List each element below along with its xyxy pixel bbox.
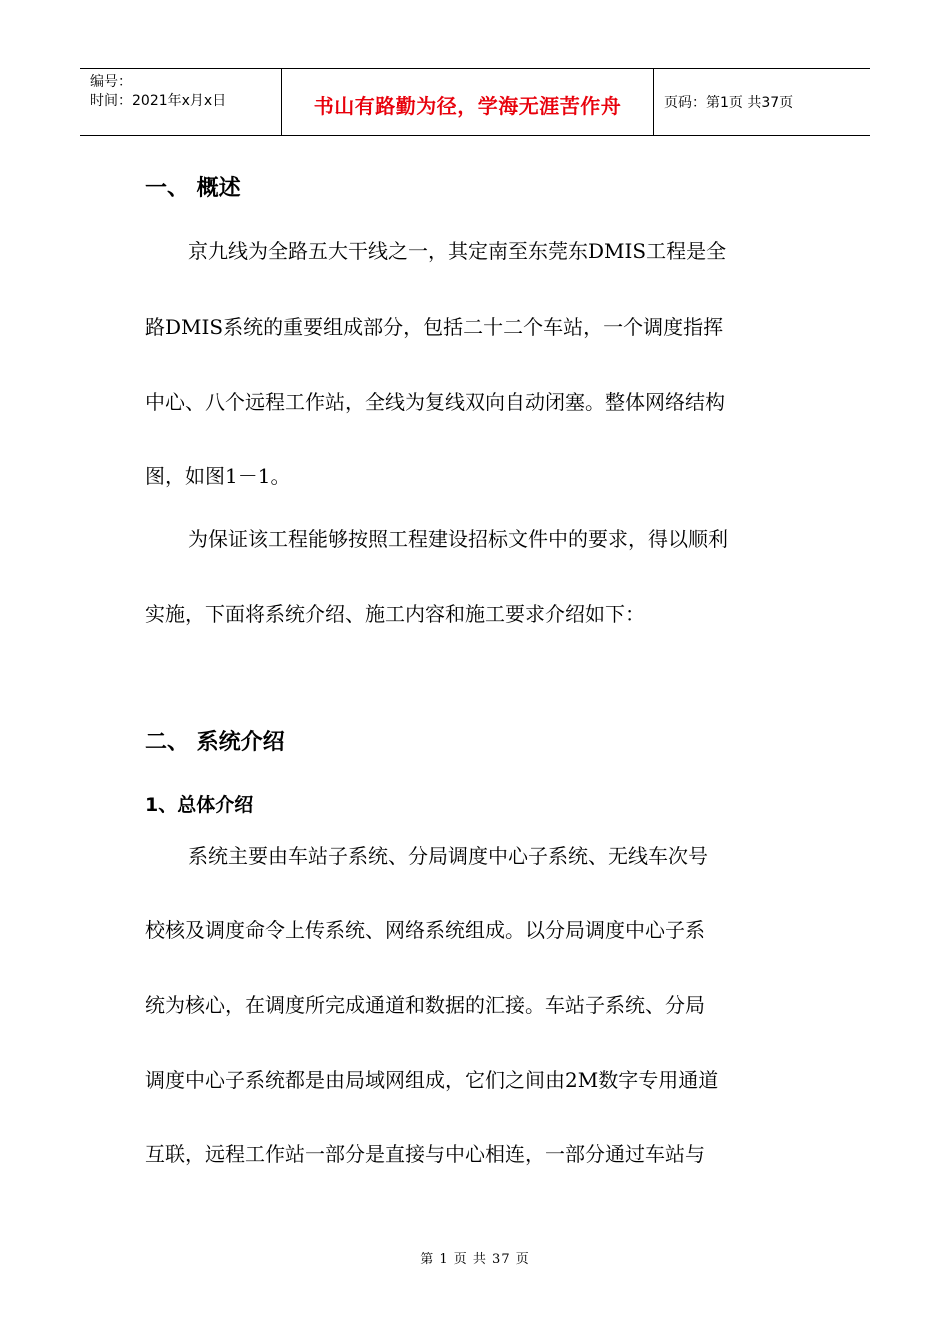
para1-line-1: 京九线为全路五大干线之一，其定南至东莞东DMIS工程是全 bbox=[188, 239, 727, 263]
para3-line-1: 系统主要由车站子系统、分局调度中心子系统、无线车次号 bbox=[188, 844, 708, 868]
section-2-title: 二、 系统介绍 bbox=[145, 730, 285, 755]
para3-line-3: 统为核心，在调度所完成通道和数据的汇接。车站子系统、分局 bbox=[145, 993, 705, 1017]
page-footer: 第 1 页 共 37 页 bbox=[420, 1252, 530, 1267]
para3-line-4: 调度中心子系统都是由局域网组成，它们之间由2M数字专用通道 bbox=[145, 1068, 719, 1092]
section-1-title: 一、 概述 bbox=[145, 176, 241, 201]
para2-line-2: 实施，下面将系统介绍、施工内容和施工要求介绍如下： bbox=[145, 602, 645, 626]
header-motto-cell bbox=[282, 69, 654, 135]
page-info: 页码：第1页 共37页 bbox=[664, 95, 794, 111]
doc-time-label: 时间：2021年x月x日 bbox=[90, 93, 227, 109]
header-table bbox=[80, 68, 870, 136]
para2-line-1: 为保证该工程能够按照工程建设招标文件中的要求，得以顺利 bbox=[188, 527, 728, 551]
para3-line-2: 校核及调度命令上传系统、网络系统组成。以分局调度中心子系 bbox=[145, 918, 705, 942]
doc-number-label: 编号： bbox=[90, 74, 132, 90]
para1-line-4: 图，如图1－1。 bbox=[145, 464, 291, 488]
header-meta-cell bbox=[80, 69, 282, 135]
motto-text: 书山有路勤为径，学海无涯苦作舟 bbox=[313, 93, 622, 118]
subsection-1-title: 1、总体介绍 bbox=[145, 794, 254, 816]
header-page-cell bbox=[654, 69, 870, 135]
para3-line-5: 互联，远程工作站一部分是直接与中心相连，一部分通过车站与 bbox=[145, 1142, 705, 1166]
para1-line-3: 中心、八个远程工作站，全线为复线双向自动闭塞。整体网络结构 bbox=[145, 390, 725, 414]
para1-line-2: 路DMIS系统的重要组成部分，包括二十二个车站，一个调度指挥 bbox=[145, 315, 724, 339]
